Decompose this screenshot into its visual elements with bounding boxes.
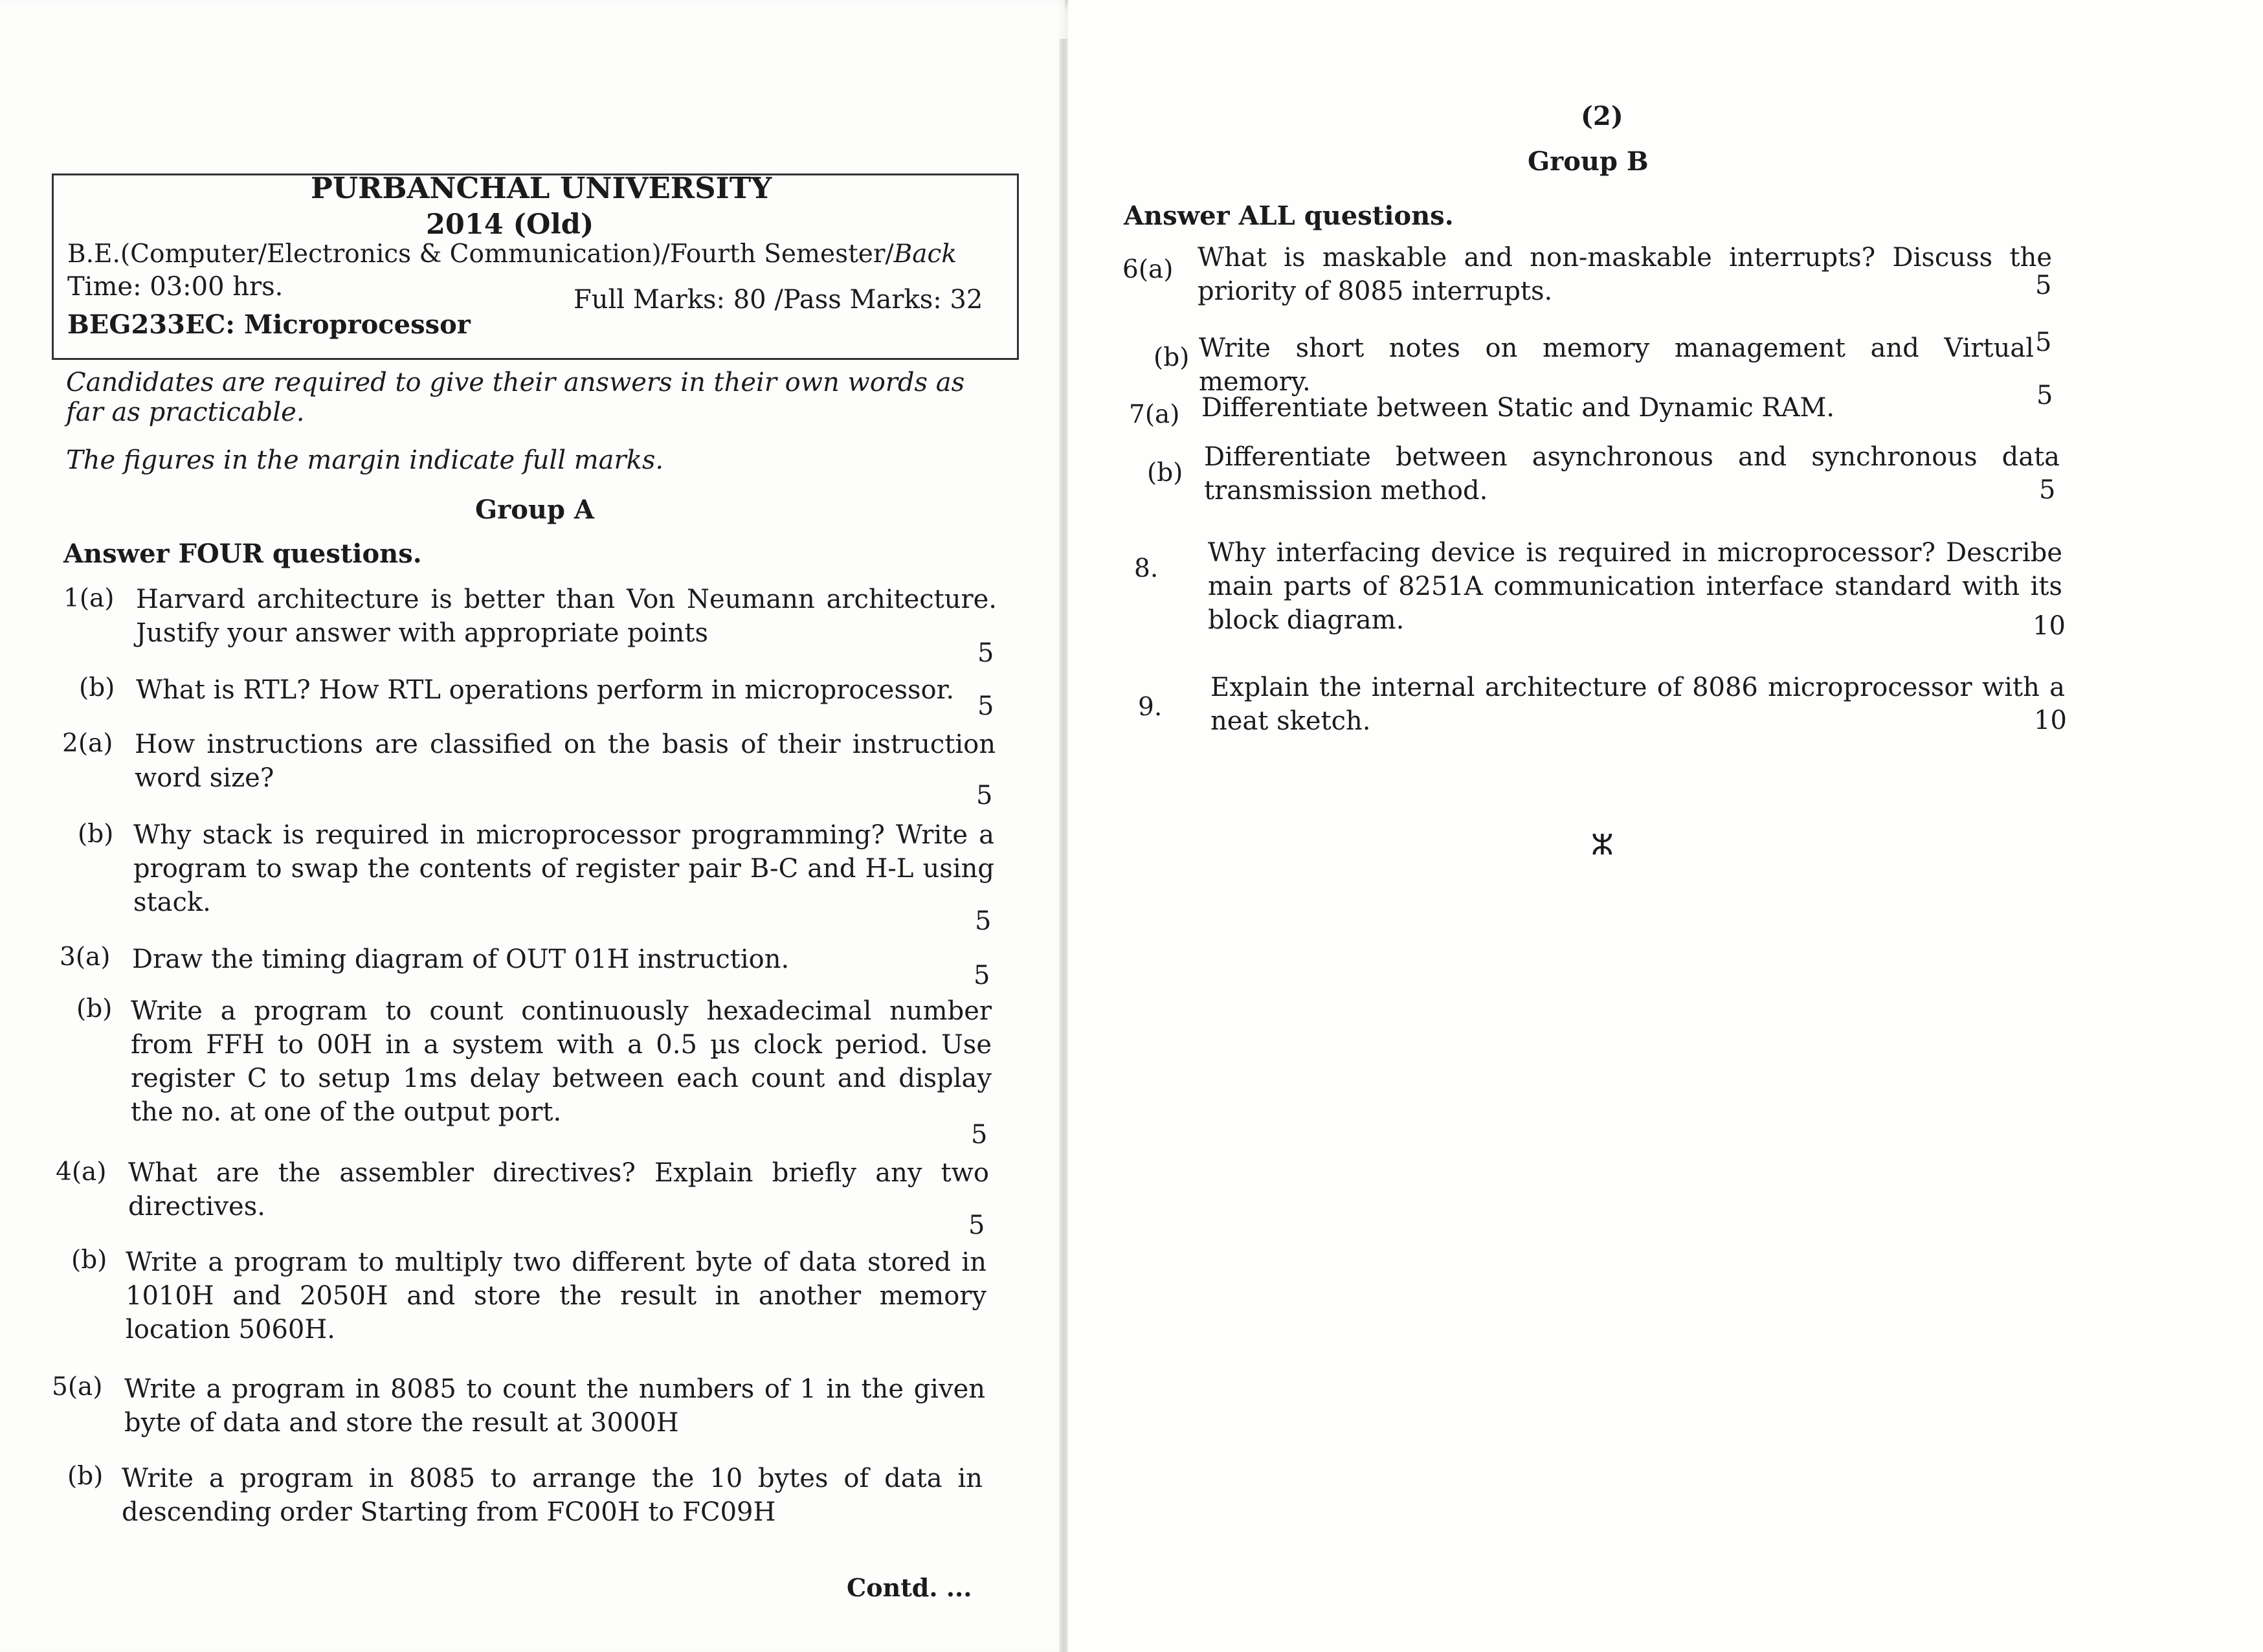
- question-text: What is maskable and non-maskable interrupts? Discuss the priority of 8085 interrupts.: [1198, 243, 2052, 306]
- question-text: What is RTL? How RTL operations perform in microprocessor.: [136, 675, 955, 705]
- question-number: 5(a): [52, 1372, 103, 1401]
- group-a-title: Group A: [475, 495, 594, 525]
- program-line: [67, 240, 957, 269]
- question-text: Write a program to multiply two different byte of data stored in 1010H and 2050H and store the result in another memory location 5060H.: [126, 1247, 987, 1345]
- question-text: Harvard architecture is better than Von Neumann architecture. Justify your answer with appropriate points: [136, 585, 997, 648]
- question-marks: 5: [977, 638, 994, 668]
- page-fold: [1059, 39, 1068, 1652]
- left-page: [0, 0, 1065, 1652]
- question-number: 7(a): [1129, 400, 1180, 429]
- question-marks: 10: [2034, 706, 2067, 735]
- question-text: Differentiate between asynchronous and synchronous data transmission method.: [1204, 442, 2060, 506]
- question-text: Why interfacing device is required in microprocessor? Describe main parts of 8251A communication interface standard with its block diagram.: [1208, 538, 2062, 635]
- instruction-2: The figures in the margin indicate full marks.: [66, 445, 664, 475]
- question-marks: 5: [976, 781, 993, 810]
- question-marks: 5: [968, 1211, 985, 1240]
- question-marks: 5: [2036, 381, 2053, 410]
- page-number: (2): [1581, 101, 1623, 131]
- program-suffix: Back: [893, 240, 957, 269]
- question-text: Why stack is required in microprocessor programming? Write a program to swap the contents of register pair B-C and H-L using stack.: [133, 820, 994, 917]
- question-number: (b): [71, 1245, 107, 1275]
- question-marks: 5: [977, 691, 994, 721]
- question-text: Differentiate between Static and Dynamic RAM.: [1201, 393, 1835, 423]
- continued-note: Contd. ...: [847, 1573, 972, 1602]
- question-number: 2(a): [62, 729, 113, 758]
- question-number: (b): [79, 673, 115, 702]
- question-number: 1(a): [63, 584, 115, 613]
- question-marks: 5: [2039, 475, 2056, 505]
- question-marks: 5: [974, 961, 990, 990]
- question-text: How instructions are classified on the basis of their instruction word size?: [135, 730, 996, 793]
- question-marks: 10: [2033, 611, 2066, 641]
- instruction-1: Candidates are required to give their answers in their own words as far as practicable.: [66, 368, 965, 427]
- group-b-title: Group B: [1528, 146, 1649, 177]
- exam-time: Time: 03:00 hrs.: [67, 272, 284, 302]
- question-text: Write a program in 8085 to arrange the 10 bytes of data in descending order Starting from FC00H to FC09H: [122, 1464, 983, 1527]
- question-number: 3(a): [60, 943, 111, 972]
- question-number: 8.: [1134, 554, 1159, 583]
- question-marks: 5: [2035, 328, 2052, 357]
- group-a-directive: Answer FOUR questions.: [63, 539, 422, 569]
- end-mark: ⵣ: [1591, 829, 1614, 862]
- question-number: 4(a): [56, 1157, 107, 1187]
- question-number: 9.: [1138, 693, 1163, 722]
- question-marks: 5: [2035, 271, 2052, 300]
- question-number: (b): [1147, 458, 1183, 487]
- exam-year: 2014 (Old): [426, 208, 594, 241]
- group-b-directive: Answer ALL questions.: [1124, 201, 1454, 231]
- question-text: Write a program in 8085 to count the numbers of 1 in the given byte of data and store the result at 3000H: [124, 1374, 985, 1438]
- question-marks: 5: [975, 906, 992, 936]
- question-marks: 5: [971, 1120, 988, 1150]
- exam-marks: Full Marks: 80 /Pass Marks: 32: [574, 285, 983, 315]
- question-text: Explain the internal architecture of 8086 microprocessor with a neat sketch.: [1210, 673, 2065, 736]
- question-number: (b): [76, 994, 113, 1023]
- subject-title: BEG233EC: Microprocessor: [67, 309, 471, 340]
- question-text: What are the assembler directives? Explain briefly any two directives.: [128, 1158, 989, 1222]
- program-text: B.E.(Computer/Electronics & Communication)/Fourth Semester/: [67, 240, 894, 269]
- question-text: Write short notes on memory management and Virtual memory.: [1199, 333, 2034, 397]
- question-text: Draw the timing diagram of OUT 01H instruction.: [132, 944, 790, 974]
- question-number: (b): [67, 1462, 104, 1491]
- question-text: Write a program to count continuously hexadecimal number from FFH to 00H in a system with a 0.5 µs clock period. Use register C to setup 1ms delay between each count and display the no. at one of the output port.: [131, 996, 992, 1127]
- question-number: (b): [78, 820, 114, 849]
- university-name: PURBANCHAL UNIVERSITY: [311, 171, 772, 205]
- question-number: 6(a): [1122, 255, 1174, 284]
- question-number: (b): [1154, 343, 1190, 372]
